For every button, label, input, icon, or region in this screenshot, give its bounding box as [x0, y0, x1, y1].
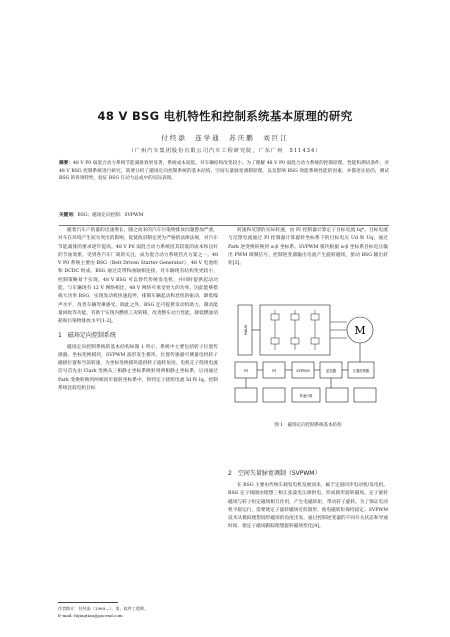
intro-paragraph: 随着汽车产销量的迅速增长，随之而来的汽车污染物排放问题愈加严重，对车在环境产生较为突出的影响，促使政府制定更为严格的法律法规，对汽车节能减排的要求逐年提高。48 V P0 弱混合动力系统因其较低的成本和良好的节油效果，受到各汽车厂商的关注，成为混合动力系统热点方案之一。48 V P0 系统主要由 BSG（Belt Driven Starter Generator）、48 V 电池组和 DCDC 组成。BSG 通过皮带和曲轴相连接，对车辆现有结构变更较小，控制策略易于实现。48 V BSG 可以替代传统发电机，并同时提供起动功能。与车辆现有 12 V 网络相比，48 V 网络可承受更大的功率，因此能够搭载大功率 BSG，实现发动机快速起停，排制车辆起动和怠机的振动，降低噪声水平，改善车辆驾乘感受。除此之外，BSG 还可提供发动机助力，制动能量回收等功能，有助于实现内燃机工况转移，改善整车动力性能，降低燃油消耗和污染物排放水平[1-2]。: [58, 228, 218, 325]
right-column-lower: [228, 465, 388, 532]
speed-calc-label: 转速计算: [299, 394, 313, 398]
pi-label-2: PI: [272, 369, 276, 373]
abstract-text: 48 V P0 弱混合动力系统节能减排效果显著，系统成本较低，对车辆结构改变较小。为了理解 48 V P0 弱混合动力系统的控制原理，性能和测试条件，对 48 V BSG 控制系统进行研究，简要分析了磁场定向控制系统的基本结构，空间矢量脉宽调制原理，以及影响 BSG 效能系统性能的因素，并描述实验的，测试 BSG 的各项特性，验证 BSG 在动力总成中的实际表现。: [59, 161, 389, 182]
footnote-email: E-mail: fujingtian@gacrnd.com: [58, 613, 123, 618]
inverter-label: 逆变器: [325, 369, 337, 373]
left-column: [58, 227, 218, 393]
motor-label: M: [354, 324, 366, 337]
footnote: [58, 605, 228, 619]
maus-label: MAUS: [244, 324, 248, 336]
right-column: [228, 227, 388, 268]
control-paragraph: 转速和反馈的实际转速，由 PI 控制器计算定子目标电流 Iq*。目标电流与反馈电流通过 PI 控制器计算旋转坐标系下的目标电压 Ud 和 Uq，通过 Park 逆变换转换到 α-β 坐标系。SVPWM 模块根据 α-β 坐标系目标电压输出 PWM 调制信号，控制逆变器输出电流产生旋转磁场，驱动 BSG 输出转矩[3]。: [228, 228, 388, 267]
svpwm-label: SVPWM: [296, 369, 310, 373]
pi-label: PI: [244, 369, 248, 373]
keywords-label: 关键词：: [59, 213, 78, 218]
footnote-author: 作者简介：付经添（1989—），男，软件工程师。: [58, 606, 149, 611]
keywords-text: BSG；磁场定向控制；SVPWM: [77, 213, 144, 218]
keywords: [59, 212, 389, 219]
abstract-label: 摘要：: [59, 161, 73, 166]
figure-1-block-diagram: [230, 300, 390, 420]
paper-affiliation: （广州汽车集团股份有限公司汽车工程研究院，广东广州 511434）: [128, 148, 322, 154]
figure-1-caption: 图 1 磁场定向控制系统基本结构: [274, 423, 342, 428]
paper-authors: 付经添 连学通 苏庆鹏 刘巨江: [161, 134, 289, 142]
section-2-paragraph: 在 BSG 主要由传统车载发电机发展而来，属于定国同步电动机/发电机。BSG 定子线圈由理想三相正弦波电压源供电，形成圆形旋转磁场。定子旋转磁场与转子恒定磁场相互作用，产生电磁转矩，带动转子旋转。为了保证电动机平稳运行，需要使定子旋转磁场近似圆形，使电磁转矩保持稳定。SVPWM 技术从模拟理想圆形磁场的角度出发，通过控制逆变器的不同开关状态和导通时间，使定子磁场跟踪理想旋转磁场变化[4]。: [228, 483, 388, 530]
footnote-divider: [58, 602, 118, 603]
paper-title: 48 V BSG 电机特性和控制系统基本原理的研究: [97, 109, 353, 123]
section-1-heading: 1 磁场定向控制系统: [58, 331, 116, 339]
header-divider: [59, 225, 389, 226]
section-1-paragraph: 磁场定向控制系统的基本结构如图 1 所示，系统中主要包括转子位置传感器，坐标变换模块，SVPWM 波形发生模块，位置传感器可测量电机转子磁极位置和当前转速，为坐标变换模块提供转子旋转角度。电机定子绕组电流信号首先由 Clark 变换从三相静止坐标系映射到两相静止坐标系，后再通过 Park 变换转换到两相同步旋转坐标系中，得到定子绕组电流 Id 和 Iq，控制系统比较电机目标: [58, 344, 218, 392]
position-sensor-label: 位置传感器: [353, 369, 369, 373]
section-2-heading: 2 空间矢量脉宽调制（SVPWM）: [228, 470, 321, 477]
abstract: [59, 160, 389, 183]
